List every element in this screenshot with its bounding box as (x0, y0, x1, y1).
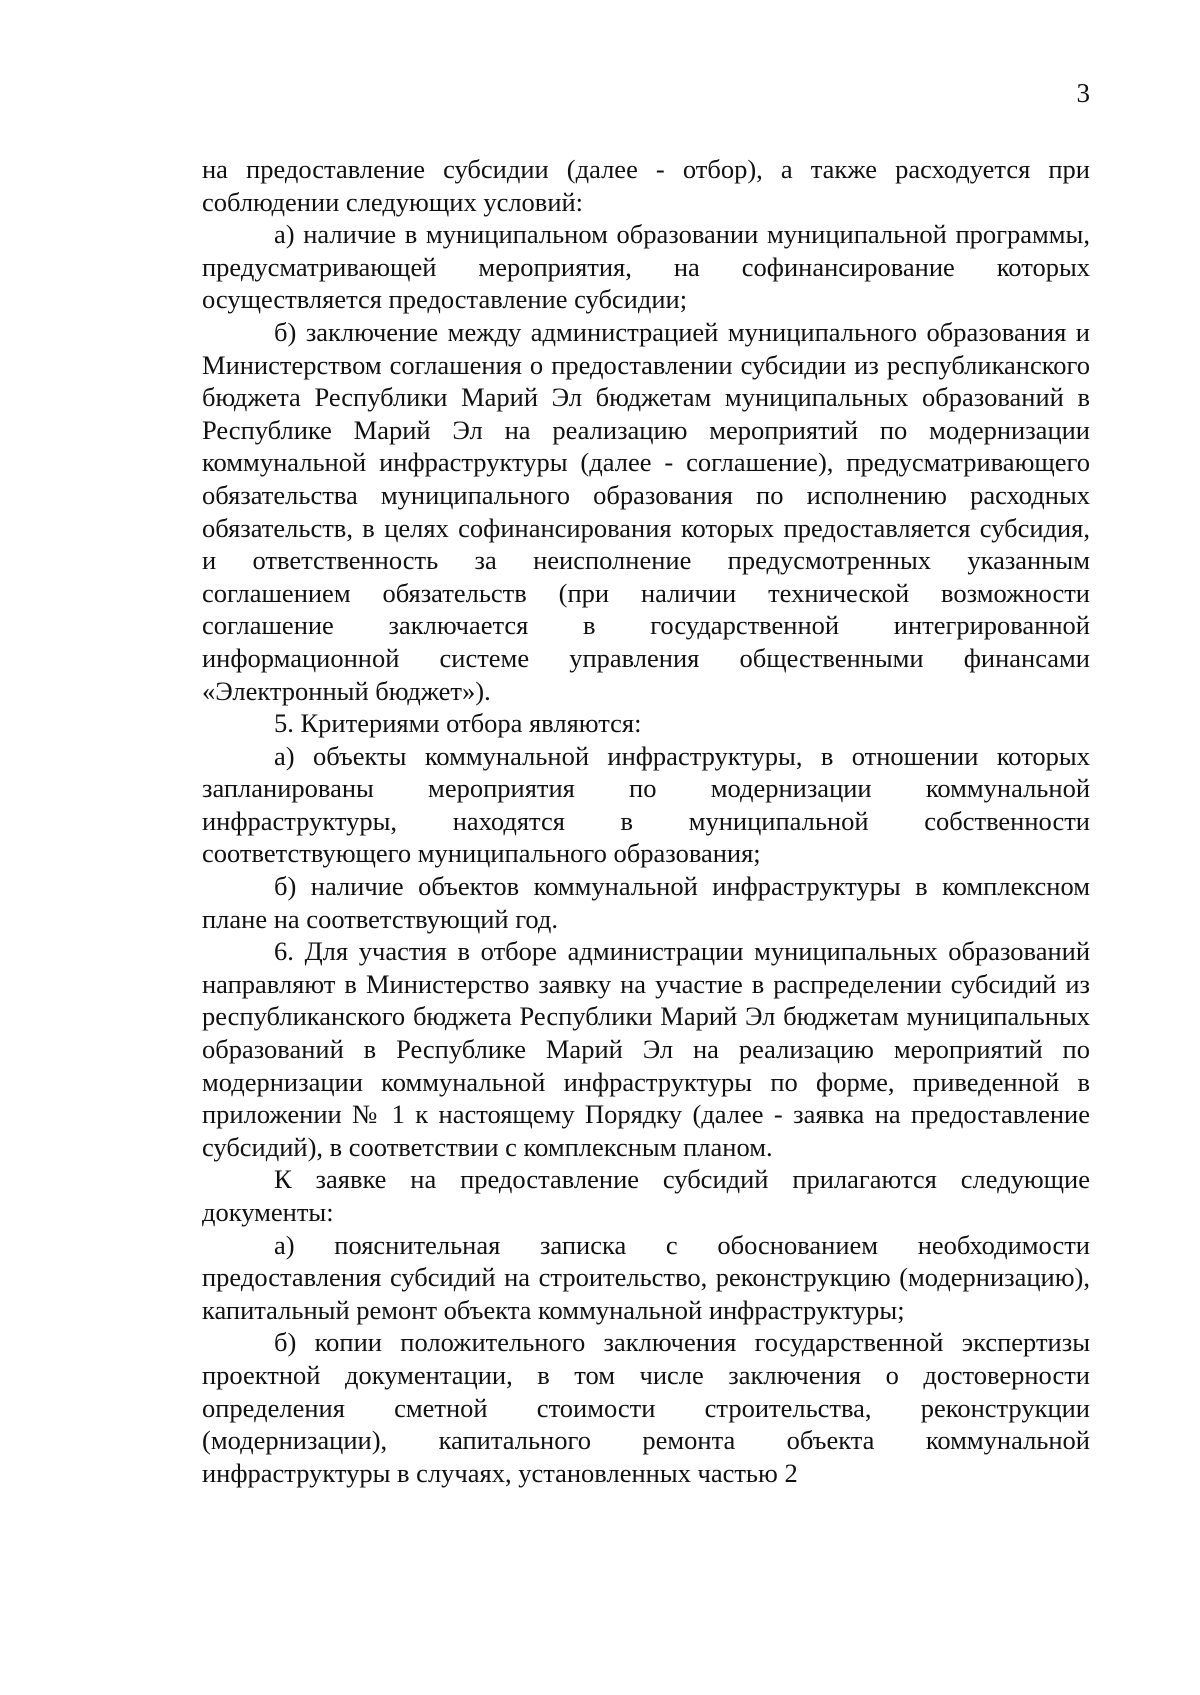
paragraph-section-5-heading: 5. Критериями отбора являются: (274, 708, 642, 739)
paragraph-condition-a: а) наличие в муниципальном образовании муниципальной программы, предусматривающей мероприятия, на софинансирование которых осуществляется предоставление субсидии; (202, 219, 1090, 315)
page-number: 3 (1076, 78, 1090, 108)
paragraph-document-b: б) копии положительного заключения государственной экспертизы проектной документации, в том числе заключения о достоверности определения сметной стоимости строительства, реконструкции (модернизации), капитального ремонта объекта коммунальной инфраструктуры в случаях, установленных частью 2 (202, 1327, 1090, 1488)
document-body (202, 153, 1090, 1489)
paragraph-selection-conditions: на предоставление субсидии (далее - отбор), а также расходуется при соблюдении следующих условий: (202, 154, 1090, 217)
paragraph-criterion-a: а) объекты коммунальной инфраструктуры, в отношении которых запланированы мероприятия по модернизации коммунальной инфраструктуры, находятся в муниципальной собственности соответствующего муниципального образования; (202, 740, 1090, 869)
paragraph-attached-documents: К заявке на предоставление субсидий прилагаются следующие документы: (202, 1164, 1090, 1227)
paragraph-document-a: а) пояснительная записка с обоснованием необходимости предоставления субсидий на строительство, реконструкцию (модернизацию), капитальный ремонт объекта коммунальной инфраструктуры; (202, 1229, 1090, 1325)
paragraph-section-6: 6. Для участия в отборе администрации муниципальных образований направляют в Министерство заявку на участие в распределении субсидий из республиканского бюджета Республики Марий Эл бюджетам муниципальных образований в Республике Марий Эл на реализацию мероприятий по модернизации коммунальной инфраструктуры по форме, приведенной в приложении № 1 к настоящему Порядку (далее - заявка на предоставление субсидий), в соответствии с комплексным планом. (202, 936, 1090, 1162)
paragraph-condition-b: б) заключение между администрацией муниципального образования и Министерством соглашения о предоставлении субсидии из республиканского бюджета Республики Марий Эл бюджетам муниципальных образований в Республике Марий Эл на реализацию мероприятий по модернизации коммунальной инфраструктуры (далее - соглашение), предусматривающего обязательства муниципального образования по исполнению расходных обязательств, в целях софинансирования которых предоставляется субсидия, и ответственность за неисполнение предусмотренных указанным соглашением обязательств (при наличии технической возможности соглашение заключается в государственной интегрированной информационной системе управления общественными финансами «Электронный бюджет»). (202, 316, 1090, 706)
paragraph-criterion-b: б) наличие объектов коммунальной инфраструктуры в комплексном плане на соответствующий год. (202, 871, 1090, 934)
